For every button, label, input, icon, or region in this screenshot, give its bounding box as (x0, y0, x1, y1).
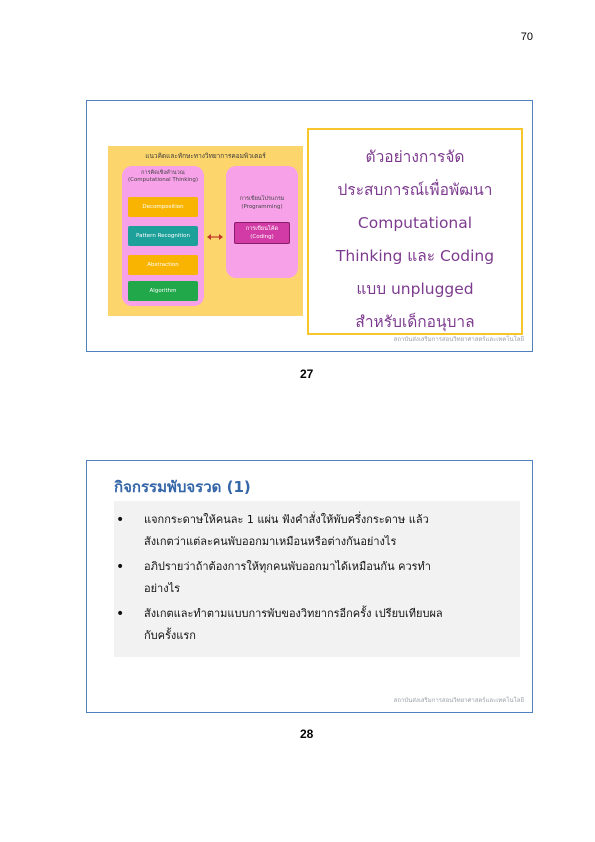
bullet-panel (114, 501, 520, 657)
slide-caption: 28 (300, 727, 314, 741)
slide-28 (86, 460, 533, 713)
slide-watermark: สถาบันส่งเสริมการสอนวิทยาศาสตร์และเทคโนโลยี (393, 697, 524, 704)
coding-thai: การเขียนโค้ด (245, 226, 279, 232)
slide-watermark: สถาบันส่งเสริมการสอนวิทยาศาสตร์และเทคโนโลยี (393, 336, 524, 343)
coding-english: (Coding) (250, 234, 274, 240)
bullet-icon: • (116, 512, 125, 528)
cs-concepts-diagram (108, 146, 303, 316)
slide-title-box (307, 128, 523, 335)
bullet-item (114, 603, 514, 647)
ct-title-english: (Computational Thinking) (127, 177, 199, 183)
computational-thinking-box (122, 166, 204, 306)
title-line: ประสบการณ์เพื่อพัฒนา (337, 181, 493, 199)
bullet-line: สังเกตและทำตามแบบการพับของวิทยากรอีกครั้ง เปรียบเทียบผล (144, 607, 443, 620)
pill-algorithm: Algorithm (128, 281, 198, 301)
programming-box (226, 166, 298, 278)
pill-pattern-recognition: Pattern Recognition (128, 226, 198, 246)
diagram-title: แนวคิดและทักษะทางวิทยาการคอมพิวเตอร์ (145, 152, 266, 160)
pg-box-title (226, 195, 298, 211)
bullet-line: อภิปรายว่าถ้าต้องการให้ทุกคนพับออกมาได้เหมือนกัน ควรทำ (144, 560, 431, 573)
double-arrow-icon (207, 232, 223, 242)
bullet-icon: • (116, 559, 125, 575)
slide-27 (86, 100, 533, 352)
title-line: Thinking และ Coding (335, 247, 495, 265)
ct-title-thai: การคิดเชิงคำนวณ (141, 170, 185, 176)
bullet-line: สังเกตว่าแต่ละคนพับออกมาเหมือนหรือต่างกันอย่างไร (144, 535, 397, 548)
bullet-line: กับครั้งแรก (144, 629, 196, 642)
page-number: 70 (520, 31, 533, 43)
pill-decomposition: Decomposition (128, 197, 198, 217)
bullet-icon: • (116, 606, 125, 622)
bullet-item (114, 556, 514, 600)
title-line: Computational (357, 214, 473, 232)
bullet-item (114, 509, 514, 553)
slide-caption: 27 (300, 367, 314, 381)
pg-title-english: (Programming) (241, 204, 283, 210)
bullet-line: แจกกระดาษให้คนละ 1 แผ่น ฟังคำสั่งให้พับครึ่งกระดาษ แล้ว (144, 513, 429, 526)
title-line: แบบ unplugged (356, 280, 474, 298)
title-line: สำหรับเด็กอนุบาล (355, 313, 475, 331)
bullet-line: อย่างไร (144, 582, 181, 595)
pg-title-thai: การเขียนโปรแกรม (239, 196, 285, 202)
slide-heading: กิจกรรมพับจรวด (1) (114, 478, 251, 496)
title-line: ตัวอย่างการจัด (365, 148, 465, 166)
coding-box (234, 222, 290, 244)
bullet-list (114, 509, 514, 650)
ct-box-title (122, 170, 204, 184)
pill-abstraction: Abstraction (128, 255, 198, 275)
